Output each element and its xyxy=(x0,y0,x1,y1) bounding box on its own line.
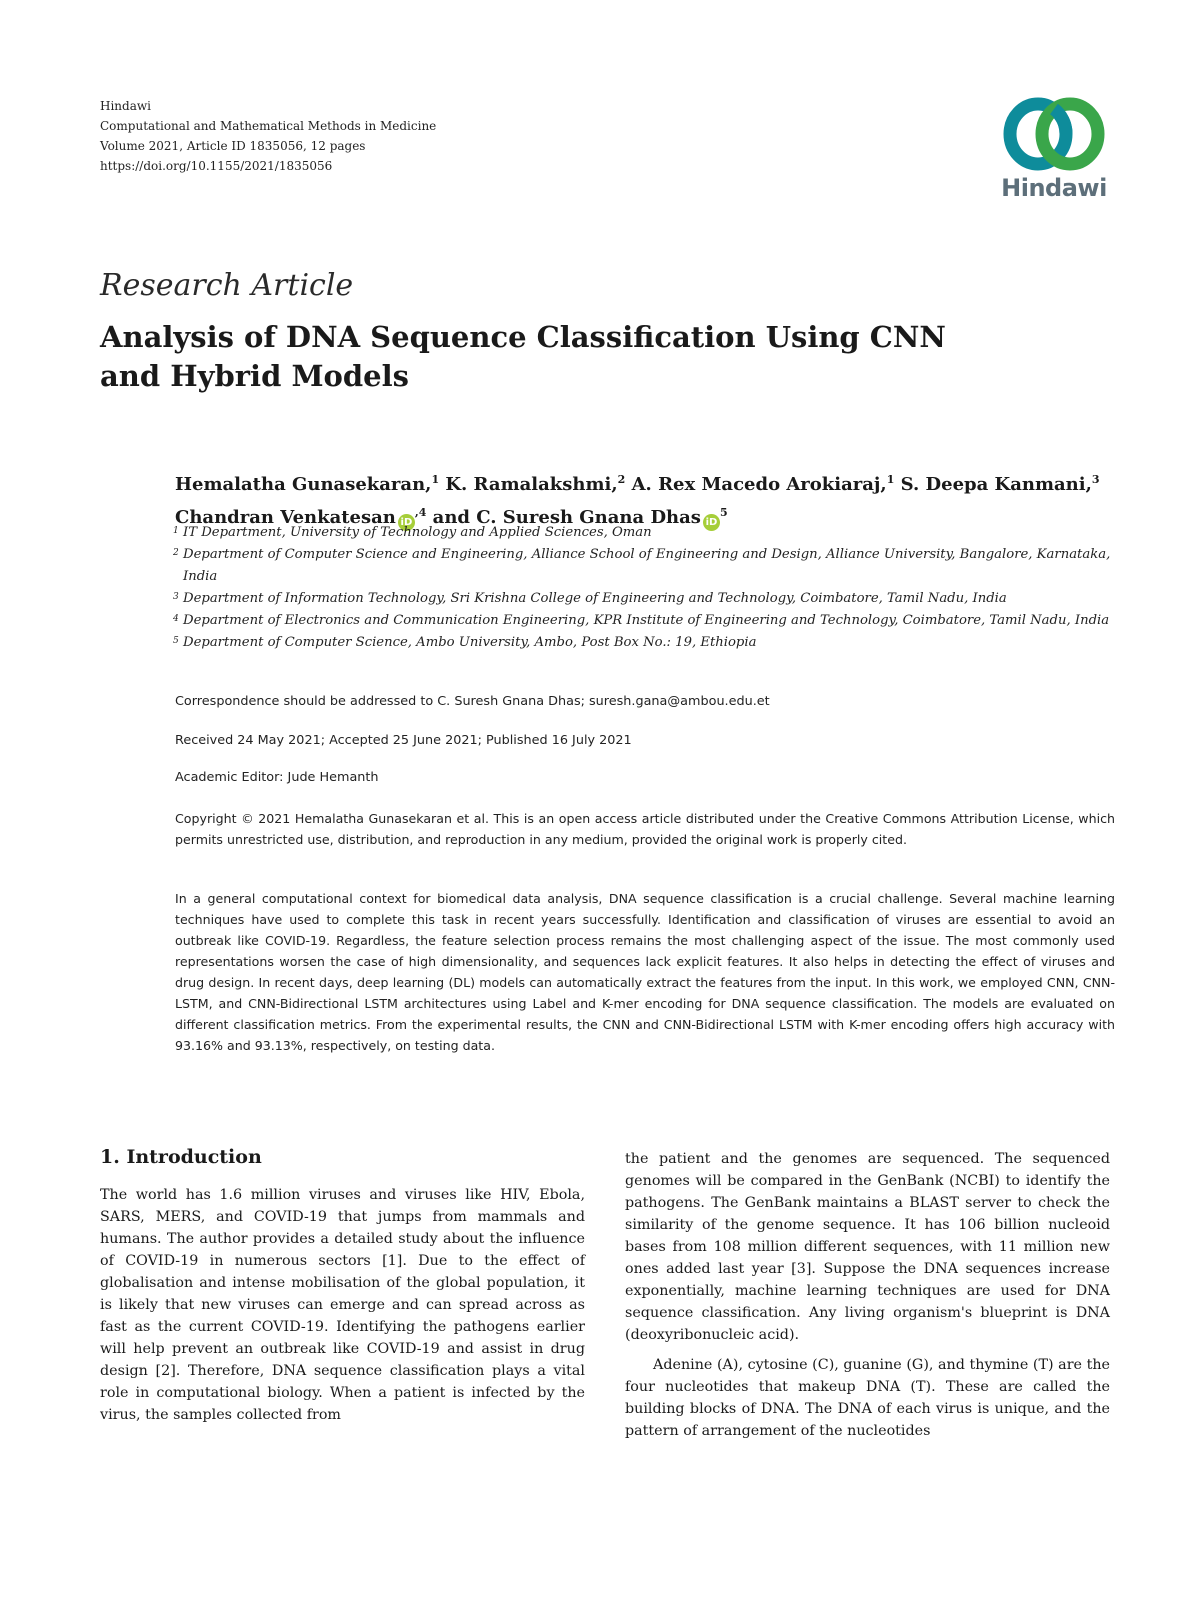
author: Chandran Venkatesan xyxy=(175,507,396,528)
publisher: Hindawi xyxy=(100,99,151,113)
author: A. Rex Macedo Arokiaraj, xyxy=(631,474,887,495)
section-heading: 1. Introduction xyxy=(100,1146,262,1168)
affiliation: 4 Department of Electronics and Communication Engineering, KPR Institute of Engineering and Technology, Coimbatore, Tamil Nadu, India xyxy=(173,613,1110,628)
affiliation: 1 IT Department, University of Technology and Applied Sciences, Oman xyxy=(173,525,652,540)
article-type: Research Article xyxy=(100,268,354,303)
abstract: In a general computational context for biomedical data analysis, DNA sequence classification is a crucial challenge. Several machine learning techniques have used to complete this task in recent years successfully. Identification and classification of viruses are essential to avoid an outbreak like COVID-19. Regardless, the feature selection process remains the most challenging aspect of the issue. The most commonly used representations worsen the case of high dimensionality, and sequences lack explicit features. It also helps in detecting the effect of viruses and drug design. In recent days, deep learning (DL) models can automatically extract the features from the input. In this work, we employed CNN, CNN-LSTM, and CNN-Bidirectional LSTM architectures using Label and K-mer encoding for DNA sequence classification. The models are evaluated on different classification metrics. From the experimental results, the CNN and CNN-Bidirectional LSTM with K-mer encoding offers high accuracy with 93.16% and 93.13%, respectively, on testing data. xyxy=(175,891,1115,1053)
right-column xyxy=(625,1148,1110,1442)
journal-name: Computational and Mathematical Methods in Medicine xyxy=(100,119,437,133)
orcid-icon[interactable]: iD xyxy=(398,514,415,531)
author: S. Deepa Kanmani, xyxy=(900,474,1092,495)
affiliation: 5 Department of Computer Science, Ambo University, Ambo, Post Box No.: 19, Ethiopia xyxy=(173,635,757,650)
author-affiliation-mark: 3 xyxy=(1091,473,1100,486)
journal-meta xyxy=(100,96,436,176)
hindawi-logo xyxy=(994,96,1114,208)
affiliation-list xyxy=(175,522,1115,654)
volume-info: Volume 2021, Article ID 1835056, 12 pages xyxy=(100,139,366,153)
publication-dates: Received 24 May 2021; Accepted 25 June 2021; Published 16 July 2021 xyxy=(175,733,632,748)
author-affiliation-mark: ,4 xyxy=(414,506,427,519)
correspondence: Correspondence should be addressed to C. Suresh Gnana Dhas; suresh.gana@ambou.edu.et xyxy=(175,694,770,709)
body-paragraph: The world has 1.6 million viruses and viruses like HIV, Ebola, SARS, MERS, and COVID-19 that jumps from mammals and humans. The author provides a detailed study about the influence of COVID-19 in numerous sectors [1]. Due to the effect of globalisation and intense mobilisation of the global population, it is likely that new viruses can emerge and can spread across as fast as the current COVID-19. Identifying the pathogens earlier will help prevent an outbreak like COVID-19 and assist in drug design [2]. Therefore, DNA sequence classification plays a vital role in computational biology. When a patient is infected by the virus, the samples collected from xyxy=(100,1187,585,1423)
author-affiliation-mark: 2 xyxy=(617,473,626,486)
author: Hemalatha Gunasekaran, xyxy=(175,474,432,495)
affiliation: 3 Department of Information Technology, Sri Krishna College of Engineering and Technology, Coimbatore, Tamil Nadu, India xyxy=(173,591,1007,606)
doi-link[interactable]: https://doi.org/10.1155/2021/1835056 xyxy=(100,159,333,173)
author-affiliation-mark: 5 xyxy=(719,506,728,519)
paper-title: Analysis of DNA Sequence Classification Using CNN and Hybrid Models xyxy=(100,320,946,393)
author-affiliation-mark: 1 xyxy=(431,473,440,486)
author: and C. Suresh Gnana Dhas xyxy=(432,507,701,528)
orcid-icon[interactable]: iD xyxy=(703,514,720,531)
author: K. Ramalakshmi, xyxy=(445,474,618,495)
author-affiliation-mark: 1 xyxy=(886,473,895,486)
academic-editor: Academic Editor: Jude Hemanth xyxy=(175,770,379,785)
copyright-notice: Copyright © 2021 Hemalatha Gunasekaran et al. This is an open access article distributed under the Creative Commons Attribution License, which permits unrestricted use, distribution, and reproduction in any medium, provided the original work is properly cited. xyxy=(175,811,1115,847)
affiliation: 2 Department of Computer Science and Engineering, Alliance School of Engineering and Design, Alliance University, Bangalore, Karnataka, India xyxy=(173,547,1111,584)
hindawi-wordmark: Hindawi xyxy=(1001,174,1107,202)
body-paragraph: the patient and the genomes are sequenced. The sequenced genomes will be compared in the GenBank (NCBI) to identify the pathogens. The GenBank maintains a BLAST server to check the similarity of the genome sequence. It has 106 billion nucleoid bases from 108 million different sequences, with 11 million new ones added last year [3]. Suppose the DNA sequences increase exponentially, machine learning techniques are used for DNA sequence classification. Any living organism's blueprint is DNA (deoxyribonucleic acid). xyxy=(625,1151,1110,1343)
hindawi-rings-icon xyxy=(994,96,1114,176)
body-paragraph: Adenine (A), cytosine (C), guanine (G), and thymine (T) are the four nucleotides that makeup DNA (T). These are called the building blocks of DNA. The DNA of each virus is unique, and the pattern of arrangement of the nucleotides xyxy=(625,1357,1110,1439)
left-column xyxy=(100,1144,585,1426)
